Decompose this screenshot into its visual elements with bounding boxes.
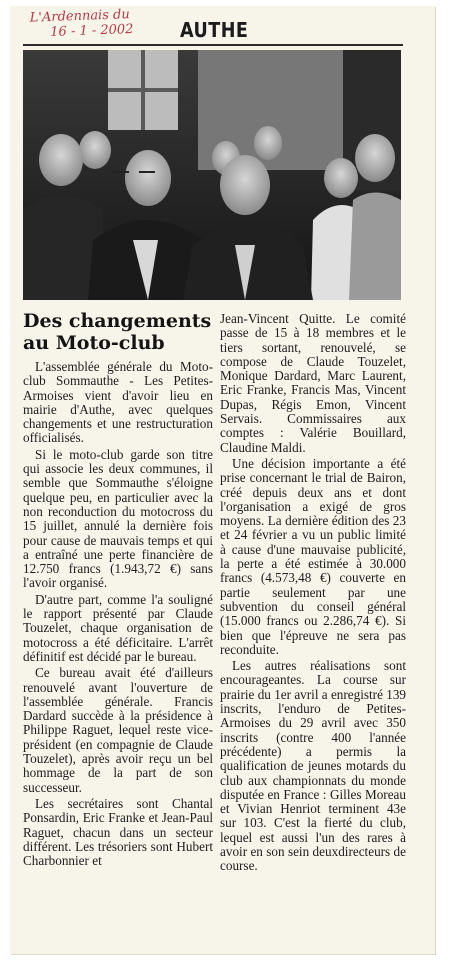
article-paragraph: D'autre part, comme l'a souligné le rapport présenté par Claude Touzelet, chaque organisation de motocross a été déficitaire. L'arrêt définitif est décidé par le bureau.: [23, 591, 213, 664]
article-column-left: [23, 360, 213, 868]
article-paragraph: Si le moto-club garde son titre qui associe les deux communes, il semble que Sommauthe s'éloigne quelque peu, en particulier avec la non reconduction du motocross du 15 juillet, annulé la dernière fois pour cause de mauvais temps et qui a entraîné une perte financière de 12.750 francs (1.943,72 €) sans l'avoir organisé.: [23, 446, 213, 591]
article-photo: [23, 50, 401, 300]
article-column-right: [220, 312, 406, 874]
article-paragraph: Une décision importante a été prise concernant le trial de Bairon, créé depuis deux ans et dont l'organisation a exigé de gros moyens. La dernière édition des 23 et 24 février a vu un public limité à cause d'une mauvaise publicité, la perte a été estimée à 30.000 francs (4.573,48 €) couverte en partie seulement par une subvention du conseil général (15.000 francs ou 2.286,74 €). Si bien que l'épreuve ne sera pas reconduite.: [220, 455, 406, 657]
handwritten-source-note: [30, 5, 181, 40]
header-rule: [23, 44, 403, 46]
article-paragraph: Jean-Vincent Quitte. Le comité passe de 15 à 18 membres et le tiers sortant, renouvelé, se compose de Claude Touzelet, Monique Dardard, Marc Laurent, Eric Franke, Francis Mas, Vincent Dupas, Régis Emon, Vincent Servais. Commissaires aux comptes : Valérie Bouillard, Claudine Maldi.: [220, 311, 406, 455]
article-paragraph: Les autres réalisations sont encourageantes. La course sur prairie du 1er avril a enregistré 139 inscrits, l'enduro de Petites-Armoises du 29 avril avec 350 inscrits (contre 400 l'année précédente) a permis la qualification de jeunes motards du club aux championnats du monde disputée en France : Gilles Moreau et Vivian Henriot terminent 43e sur 103. C'est la fierté du club, lequel est aussi l'un des rares à avoir en son sein deuxdirecteurs de course.: [220, 658, 407, 874]
photo-illustration: [23, 50, 401, 300]
article-paragraph: Les secrétaires sont Chantal Ponsardin, Eric Franke et Jean-Paul Raguet, chacun dans un secteur différent. Les trésoriers sont Hubert Charbonnier et: [23, 795, 213, 869]
article-paragraph: Ce bureau avait été d'ailleurs renouvelé avant l'ouverture de l'assemblée générale. Francis Dardard succède à la présidence à Philippe Raguet, lequel reste vice-président (en compagnie de Claude Touzelet), après avoir reçu un bel hommage de la part de son successeur.: [23, 665, 213, 795]
article-paragraph: L'assemblée générale du Moto-club Sommauthe - Les Petites-Armoises vient d'avoir lieu en mairie d'Authe, avec quelques changements et une restructuration officialisés.: [23, 359, 213, 446]
handwritten-note-line1: L'Ardennais du: [29, 7, 130, 26]
section-label: AUTHE: [180, 18, 249, 42]
article-headline: Des changements au Moto-club: [23, 310, 212, 354]
handwritten-note-line2: 16 - 1 - 2002: [50, 22, 134, 40]
